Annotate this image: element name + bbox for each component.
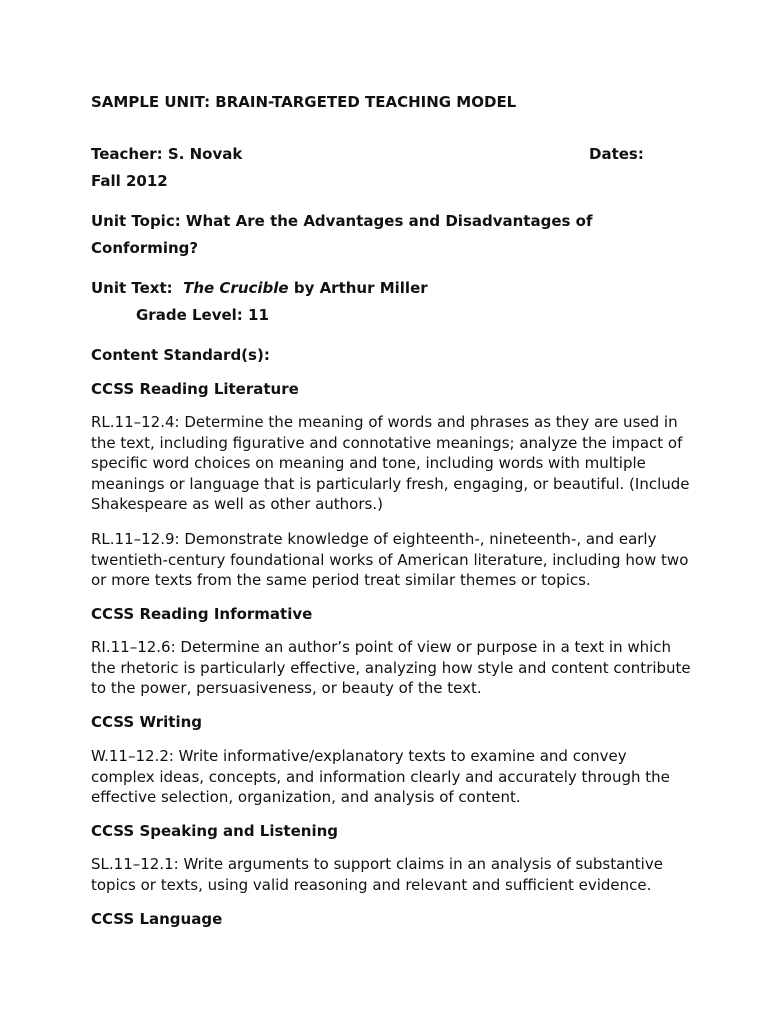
standard-ri-6: RI.11–12.6: Determine an author’s point of view or purpose in a text in which the rhetoric is particularly effective, analyzing how style and content contribute to the power, persuasiveness, or beauty of the text. [91, 638, 691, 698]
reading-informative-heading: CCSS Reading Informative [91, 605, 313, 623]
teacher-line: Teacher: S. Novak [91, 145, 243, 163]
standard-w-2: W.11–12.2: Write informative/explanatory texts to examine and convey complex ideas, concepts, and information clearly and accurately through the effective selection, organization, and analysis of content. [91, 747, 670, 807]
unit-topic-line-1: Unit Topic: What Are the Advantages and Disadvantages of [91, 212, 593, 230]
unit-text-prefix: Unit Text: [91, 279, 173, 297]
dates-label: Dates: [589, 145, 644, 163]
unit-topic-line-2: Conforming? [91, 239, 199, 257]
grade-level: Grade Level: 11 [136, 306, 269, 324]
content-standards-heading: Content Standard(s): [91, 346, 270, 364]
dates-value: Fall 2012 [91, 172, 168, 190]
standard-rl-9: RL.11–12.9: Demonstrate knowledge of eighteenth-, nineteenth-, and early twentieth-century foundational works of American literature, including how two or more texts from the same period treat similar themes or topics. [91, 530, 689, 590]
standard-rl-4: RL.11–12.4: Determine the meaning of words and phrases as they are used in the text, including figurative and connotative meanings; analyze the impact of specific word choices on meaning and tone, including words with multiple meanings or language that is particularly fresh, engaging, or beautiful. (Include Shakespeare as well as other authors.) [91, 413, 690, 514]
document-title: SAMPLE UNIT: BRAIN-TARGETED TEACHING MODEL [91, 93, 517, 111]
unit-text-line [91, 278, 428, 298]
writing-heading: CCSS Writing [91, 713, 202, 731]
unit-text-author: by Arthur Miller [293, 279, 428, 297]
speaking-listening-heading: CCSS Speaking and Listening [91, 822, 339, 840]
unit-text-title: The Crucible [183, 279, 289, 297]
reading-literature-heading: CCSS Reading Literature [91, 380, 299, 398]
language-heading: CCSS Language [91, 910, 223, 928]
standard-sl-1: SL.11–12.1: Write arguments to support claims in an analysis of substantive topics or texts, using valid reasoning and relevant and sufficient evidence. [91, 855, 663, 894]
